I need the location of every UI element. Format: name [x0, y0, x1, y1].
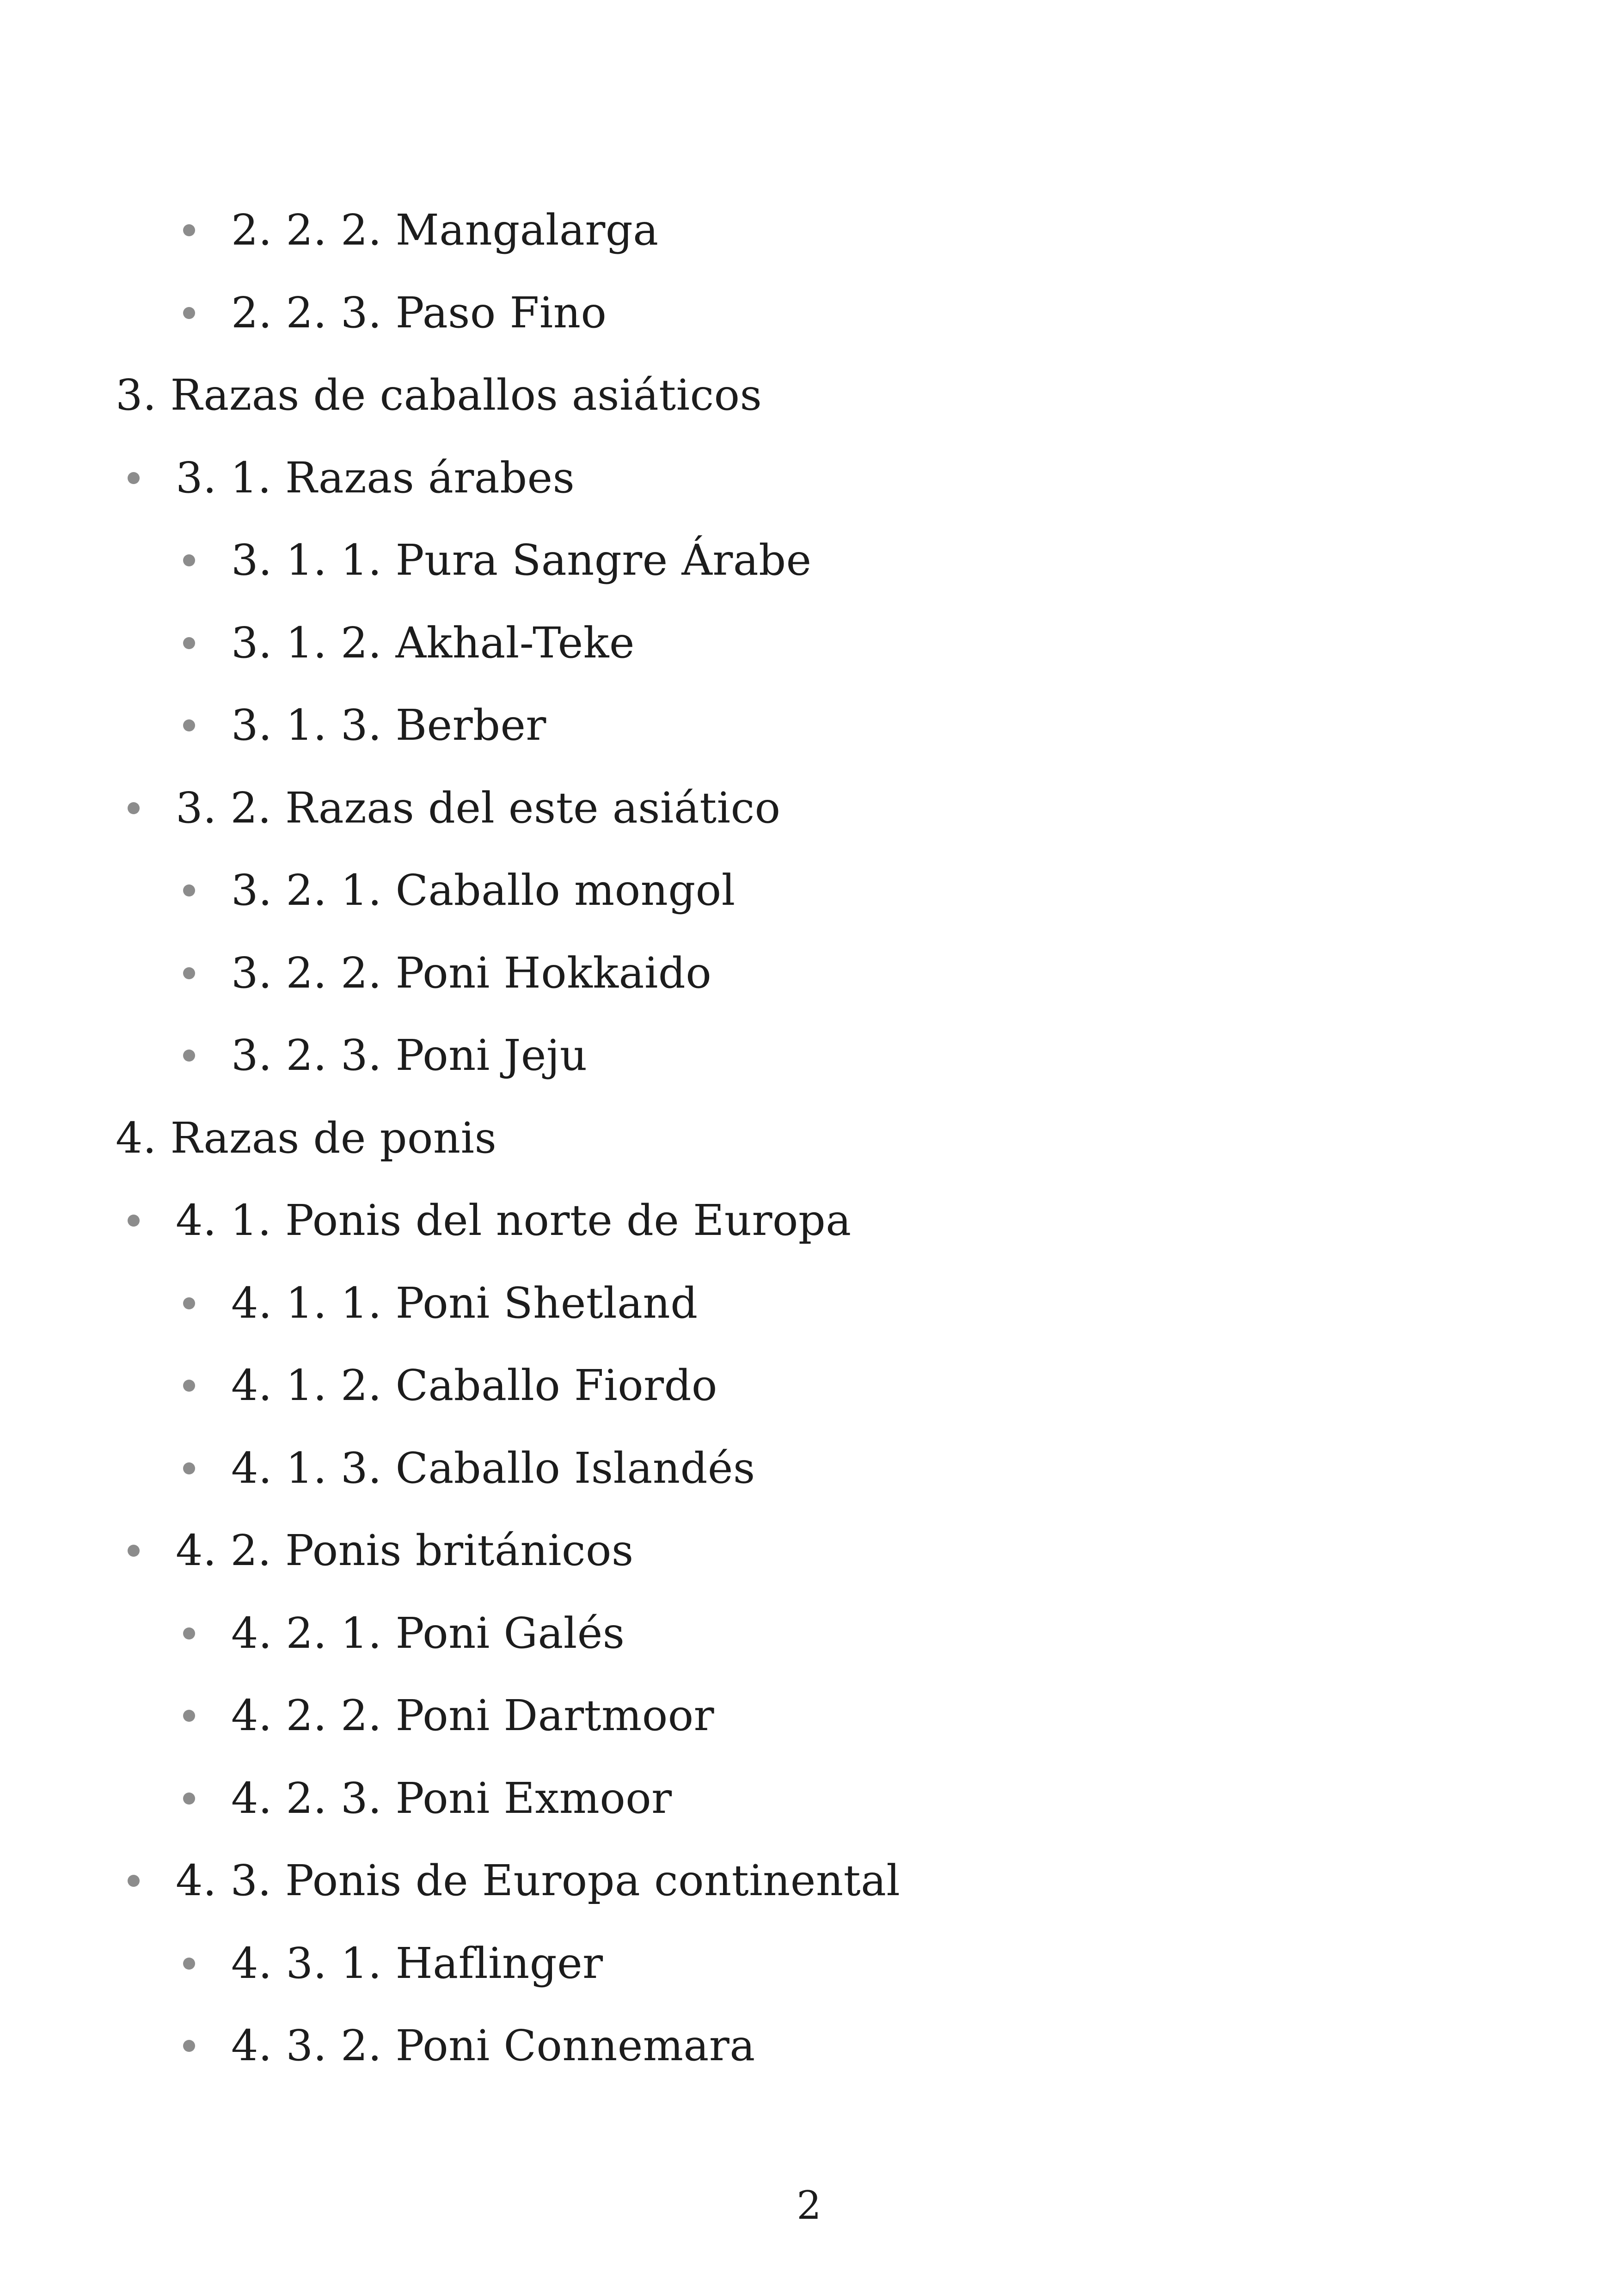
toc-entry-text: 3. 1. 2. Akhal-Teke: [231, 618, 635, 668]
bullet-icon: [183, 307, 195, 319]
bullet-icon: [128, 1875, 140, 1887]
bullet-icon: [183, 967, 195, 979]
toc-list-item: [0, 189, 659, 272]
toc-entry-text: 2. 2. 3. Paso Fino: [231, 288, 607, 338]
toc-entry-text: 3. 2. 2. Poni Hokkaido: [231, 948, 712, 998]
toc-list-item: [0, 932, 711, 1015]
toc-list-item: [0, 1922, 603, 2005]
toc-list-item: [0, 436, 575, 520]
toc-entry-text: 4. 2. 1. Poni Galés: [231, 1608, 625, 1658]
toc-entry-text: 4. 2. 2. Poni Dartmoor: [231, 1691, 715, 1740]
toc-list-item: [0, 602, 635, 685]
bullet-icon: [183, 2040, 195, 2052]
toc-section: [0, 354, 762, 437]
toc-list-item: [0, 1344, 717, 1427]
toc-list-item: [0, 1592, 625, 1675]
toc-list-item: [0, 1179, 852, 1262]
toc-entry-text: 3. 1. 1. Pura Sangre Árabe: [231, 535, 812, 585]
toc-entry-text: 3. 2. Razas del este asiático: [176, 783, 781, 833]
toc-entry-text: 4. 3. Ponis de Europa continental: [176, 1856, 901, 1905]
toc-list-item: [0, 519, 812, 602]
toc-entry-text: 3. 2. 1. Caballo mongol: [231, 866, 735, 915]
toc-entry-text: 4. Razas de ponis: [116, 1113, 497, 1163]
bullet-icon: [183, 1627, 195, 1639]
page-number: 2: [797, 2183, 821, 2228]
bullet-icon: [183, 1050, 195, 1062]
toc-entry-text: 4. 3. 2. Poni Connemara: [231, 2021, 755, 2070]
toc-entry-text: 2. 2. 2. Mangalarga: [231, 205, 659, 255]
toc-entry-text: 3. 1. 3. Berber: [231, 700, 546, 750]
bullet-icon: [128, 1215, 140, 1227]
toc-list-item: [0, 1014, 588, 1097]
toc-list-item: [0, 849, 735, 932]
toc-entry-text: 4. 2. 3. Poni Exmoor: [231, 1773, 672, 1823]
toc-list-item: [0, 767, 781, 850]
toc-list-item: [0, 1839, 900, 1922]
bullet-icon: [183, 1793, 195, 1805]
bullet-icon: [183, 224, 195, 236]
toc-entry-text: 4. 1. 2. Caballo Fiordo: [231, 1361, 717, 1410]
toc-entry-text: 4. 1. 3. Caballo Islandés: [231, 1443, 755, 1493]
toc-entry-text: 3. 2. 3. Poni Jeju: [231, 1031, 588, 1080]
bullet-icon: [128, 1545, 140, 1557]
toc-list-item: [0, 684, 546, 767]
toc-list-item: [0, 271, 607, 355]
bullet-icon: [183, 1710, 195, 1722]
bullet-icon: [128, 472, 140, 484]
bullet-icon: [183, 884, 195, 896]
bullet-icon: [183, 554, 195, 566]
toc-entry-text: 4. 1. 1. Poni Shetland: [231, 1278, 698, 1328]
toc-list-item: [0, 1509, 634, 1592]
toc-section: [0, 1097, 496, 1180]
toc-list-item: [0, 2004, 755, 2087]
toc-list-item: [0, 1757, 672, 1840]
toc-list-item: [0, 1427, 755, 1510]
toc-entry-text: 4. 3. 1. Haflinger: [231, 1938, 603, 1988]
toc-entry-text: 3. 1. Razas árabes: [176, 453, 575, 503]
toc-entry-text: 4. 2. Ponis británicos: [176, 1526, 634, 1575]
bullet-icon: [183, 719, 195, 731]
bullet-icon: [183, 1958, 195, 1970]
bullet-icon: [128, 802, 140, 814]
bullet-icon: [183, 1462, 195, 1474]
bullet-icon: [183, 1380, 195, 1392]
toc-list-item: [0, 1674, 714, 1757]
bullet-icon: [183, 637, 195, 649]
toc-entry-text: 4. 1. Ponis del norte de Europa: [176, 1196, 852, 1245]
toc-entry-text: 3. Razas de caballos asiáticos: [116, 370, 762, 420]
bullet-icon: [183, 1297, 195, 1309]
toc-list-item: [0, 1262, 698, 1345]
